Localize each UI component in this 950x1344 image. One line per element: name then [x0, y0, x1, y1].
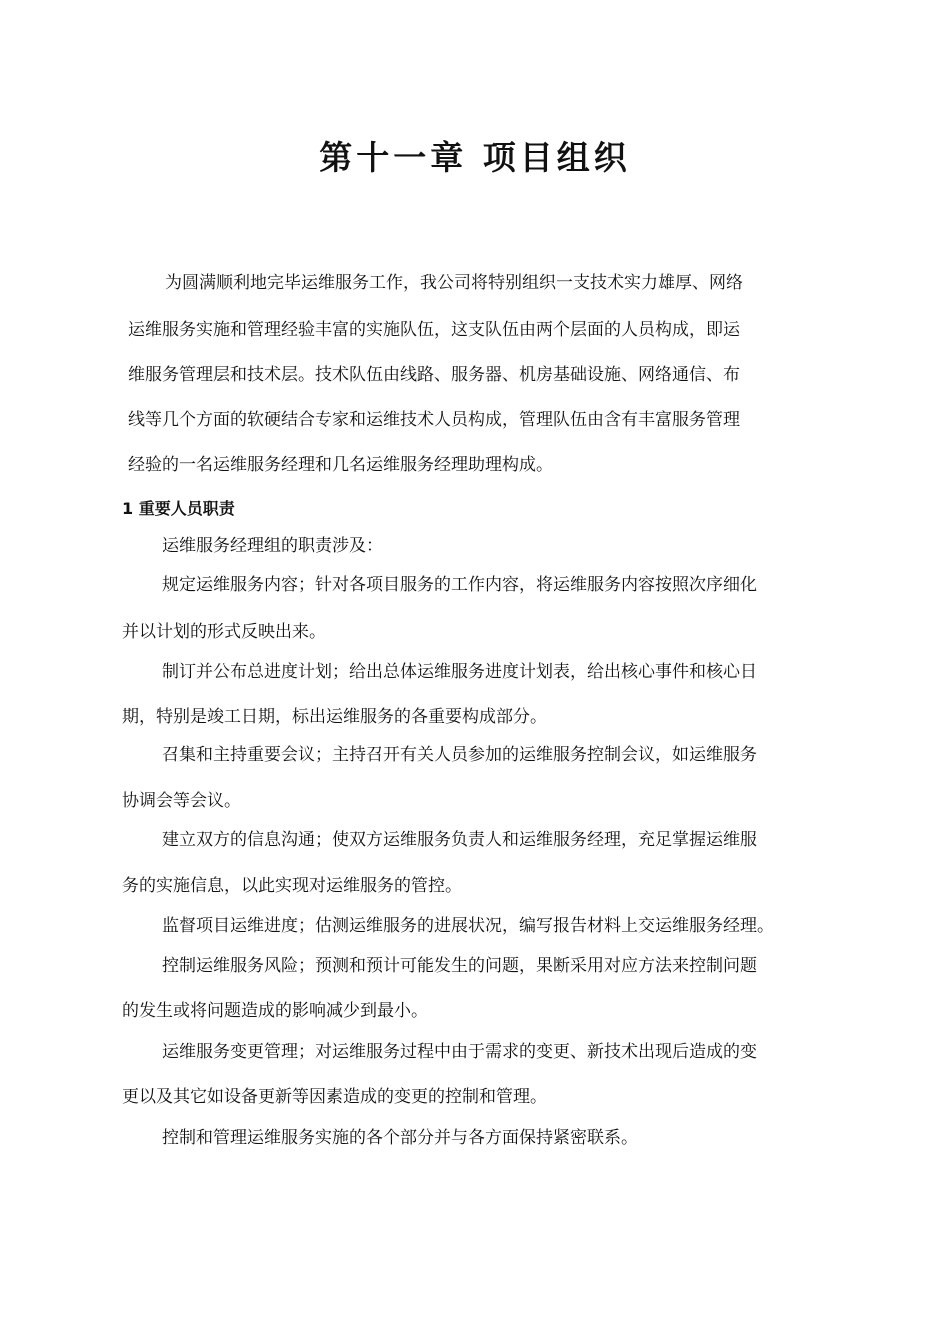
chapter-title: 第十一章 项目组织	[319, 138, 631, 177]
duty-line: 召集和主持重要会议；主持召开有关人员参加的运维服务控制会议，如运维服务	[162, 745, 757, 765]
duty-line: 并以计划的形式反映出来。	[122, 622, 326, 642]
intro-line: 运维服务实施和管理经验丰富的实施队伍，这支队伍由两个层面的人员构成，即运	[128, 320, 740, 340]
section-heading: 1 重要人员职责	[122, 499, 235, 518]
duty-line: 协调会等会议。	[122, 791, 241, 811]
duty-line: 期，特别是竣工日期，标出运维服务的各重要构成部分。	[122, 707, 547, 727]
duty-line: 监督项目运维进度；估测运维服务的进展状况，编写报告材料上交运维服务经理。	[162, 916, 774, 936]
duty-line: 运维服务变更管理；对运维服务过程中由于需求的变更、新技术出现后造成的变	[162, 1042, 757, 1062]
duty-line: 务的实施信息，以此实现对运维服务的管控。	[122, 876, 462, 896]
intro-line: 经验的一名运维服务经理和几名运维服务经理助理构成。	[128, 455, 553, 475]
intro-line: 为圆满顺利地完毕运维服务工作，我公司将特别组织一支技术实力雄厚、网络	[165, 273, 743, 293]
intro-line: 维服务管理层和技术层。技术队伍由线路、服务器、机房基础设施、网络通信、布	[128, 365, 740, 385]
duty-line: 控制和管理运维服务实施的各个部分并与各方面保持紧密联系。	[162, 1128, 638, 1148]
duty-line: 更以及其它如设备更新等因素造成的变更的控制和管理。	[122, 1087, 547, 1107]
intro-line: 线等几个方面的软硬结合专家和运维技术人员构成，管理队伍由含有丰富服务管理	[128, 410, 740, 430]
duty-line: 的发生或将问题造成的影响减少到最小。	[122, 1001, 428, 1021]
duty-line: 建立双方的信息沟通；使双方运维服务负责人和运维服务经理，充足掌握运维服	[162, 830, 757, 850]
section-intro-line: 运维服务经理组的职责涉及：	[162, 536, 383, 556]
duty-line: 控制运维服务风险；预测和预计可能发生的问题，果断采用对应方法来控制问题	[162, 956, 757, 976]
duty-line: 制订并公布总进度计划；给出总体运维服务进度计划表，给出核心事件和核心日	[162, 662, 757, 682]
duty-line: 规定运维服务内容；针对各项目服务的工作内容，将运维服务内容按照次序细化	[162, 575, 757, 595]
